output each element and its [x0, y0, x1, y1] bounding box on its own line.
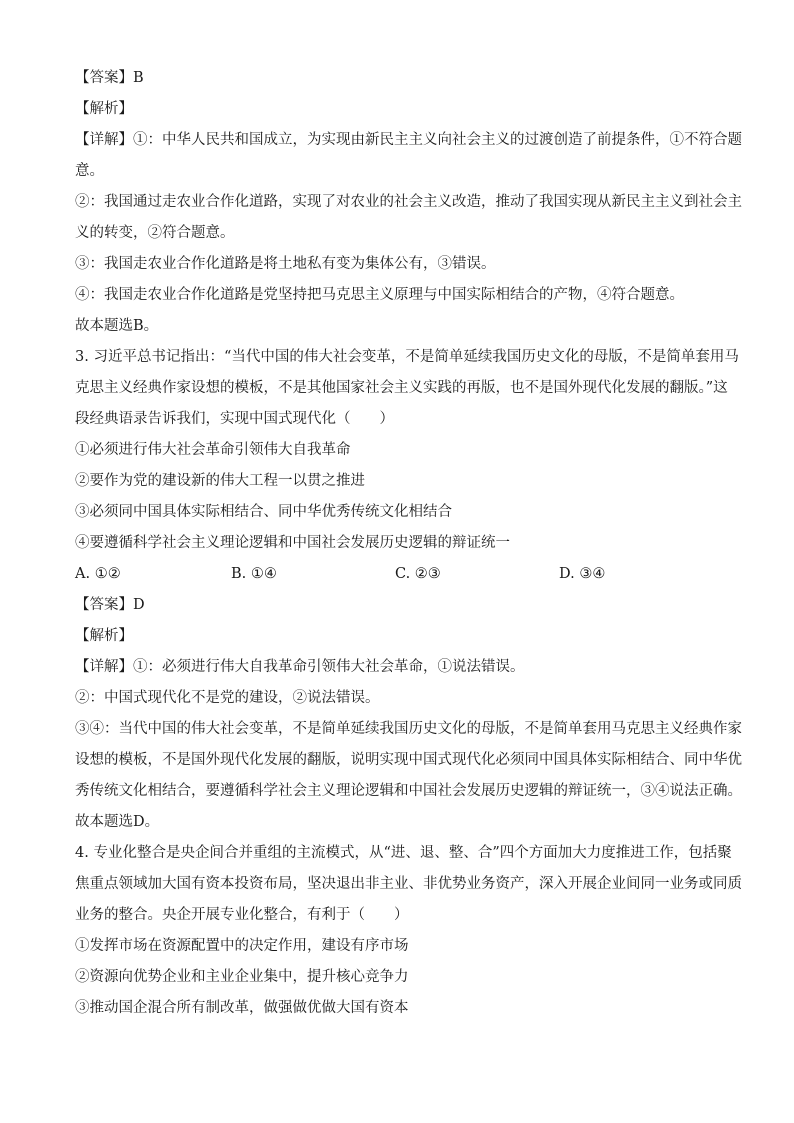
q2-explanation-line: 故本题选B。: [75, 318, 159, 334]
q3-options: [75, 559, 725, 590]
q3-statement: ①必须进行伟大社会革命引领伟大自我革命: [75, 442, 351, 458]
q3-explanation-line: ②：中国式现代化不是党的建设，②说法错误。: [75, 690, 380, 706]
q2-explanation-line: 【详解】①：中华人民共和国成立，为实现由新民主主义向社会主义的过渡创造了前提条件，①不符合题: [75, 132, 742, 148]
q2-explanation-line: 意。: [75, 163, 104, 179]
q2-explanation-line: ④：我国走农业合作化道路是党坚持把马克思主义原理与中国实际相结合的产物，④符合题意。: [75, 287, 684, 303]
q3-analysis-heading: 【解析】: [75, 628, 133, 644]
q4-stem-line: 4. 专业化整合是央企间合并重组的主流模式，从“进、退、整、合”四个方面加大力度推进工作，包括聚: [75, 845, 732, 861]
q3-explanation-line: 故本题选D。: [75, 814, 160, 830]
q3-statement: ④要遵循科学社会主义理论逻辑和中国社会发展历史逻辑的辩证统一: [75, 535, 510, 551]
q2-answer: 【答案】B: [75, 70, 144, 86]
q3-option-a: A. ①②: [75, 566, 121, 582]
q3-explanation-line: 【详解】①：必须进行伟大自我革命引领伟大社会革命，①说法错误。: [75, 659, 525, 675]
document-page: [75, 63, 742, 1024]
q3-explanation-line: 秀传统文化相结合，要遵循科学社会主义理论逻辑和中国社会发展历史逻辑的辩证统一，③④说法正确。: [75, 783, 742, 799]
q3-statement: ②要作为党的建设新的伟大工程一以贯之推进: [75, 473, 365, 489]
q3-explanation-line: ③④：当代中国的伟大社会变革，不是简单延续我国历史文化的母版，不是简单套用马克思主义经典作家: [75, 721, 742, 737]
q3-option-b: B. ①④: [231, 566, 277, 582]
q3-explanation-line: 设想的模板，不是国外现代化发展的翻版，说明实现中国式现代化必须同中国具体实际相结合、同中华优: [75, 752, 742, 768]
q4-statement: ②资源向优势企业和主业企业集中，提升核心竞争力: [75, 969, 409, 985]
q3-stem-line: 段经典语录告诉我们，实现中国式现代化（ ）: [75, 411, 394, 427]
q3-stem-line: 3. 习近平总书记指出：“当代中国的伟大社会变革，不是简单延续我国历史文化的母版，不是简单套用马: [75, 349, 739, 365]
q3-option-c: C. ②③: [395, 566, 441, 582]
q2-explanation-line: 义的转变，②符合题意。: [75, 225, 235, 241]
q4-stem-line: 焦重点领域加大国有资本投资布局，坚决退出非主业、非优势业务资产，深入开展企业间同一业务或同质: [75, 876, 742, 892]
q3-stem-line: 克思主义经典作家设想的模板，不是其他国家社会主义实践的再版，也不是国外现代化发展的翻版。”这: [75, 380, 728, 396]
q4-stem-line: 业务的整合。央企开展专业化整合，有利于（ ）: [75, 907, 409, 923]
q2-explanation-line: ③：我国走农业合作化道路是将土地私有变为集体公有，③错误。: [75, 256, 496, 272]
q4-statement: ③推动国企混合所有制改革，做强做优做大国有资本: [75, 1000, 409, 1016]
q3-option-d: D. ③④: [559, 566, 606, 582]
q3-statement: ③必须同中国具体实际相结合、同中华优秀传统文化相结合: [75, 504, 452, 520]
q2-analysis-heading: 【解析】: [75, 101, 133, 117]
q2-explanation-line: ②：我国通过走农业合作化道路，实现了对农业的社会主义改造，推动了我国实现从新民主主义到社会主: [75, 194, 742, 210]
q4-statement: ①发挥市场在资源配置中的决定作用，建设有序市场: [75, 938, 409, 954]
q3-answer: 【答案】D: [75, 597, 145, 613]
